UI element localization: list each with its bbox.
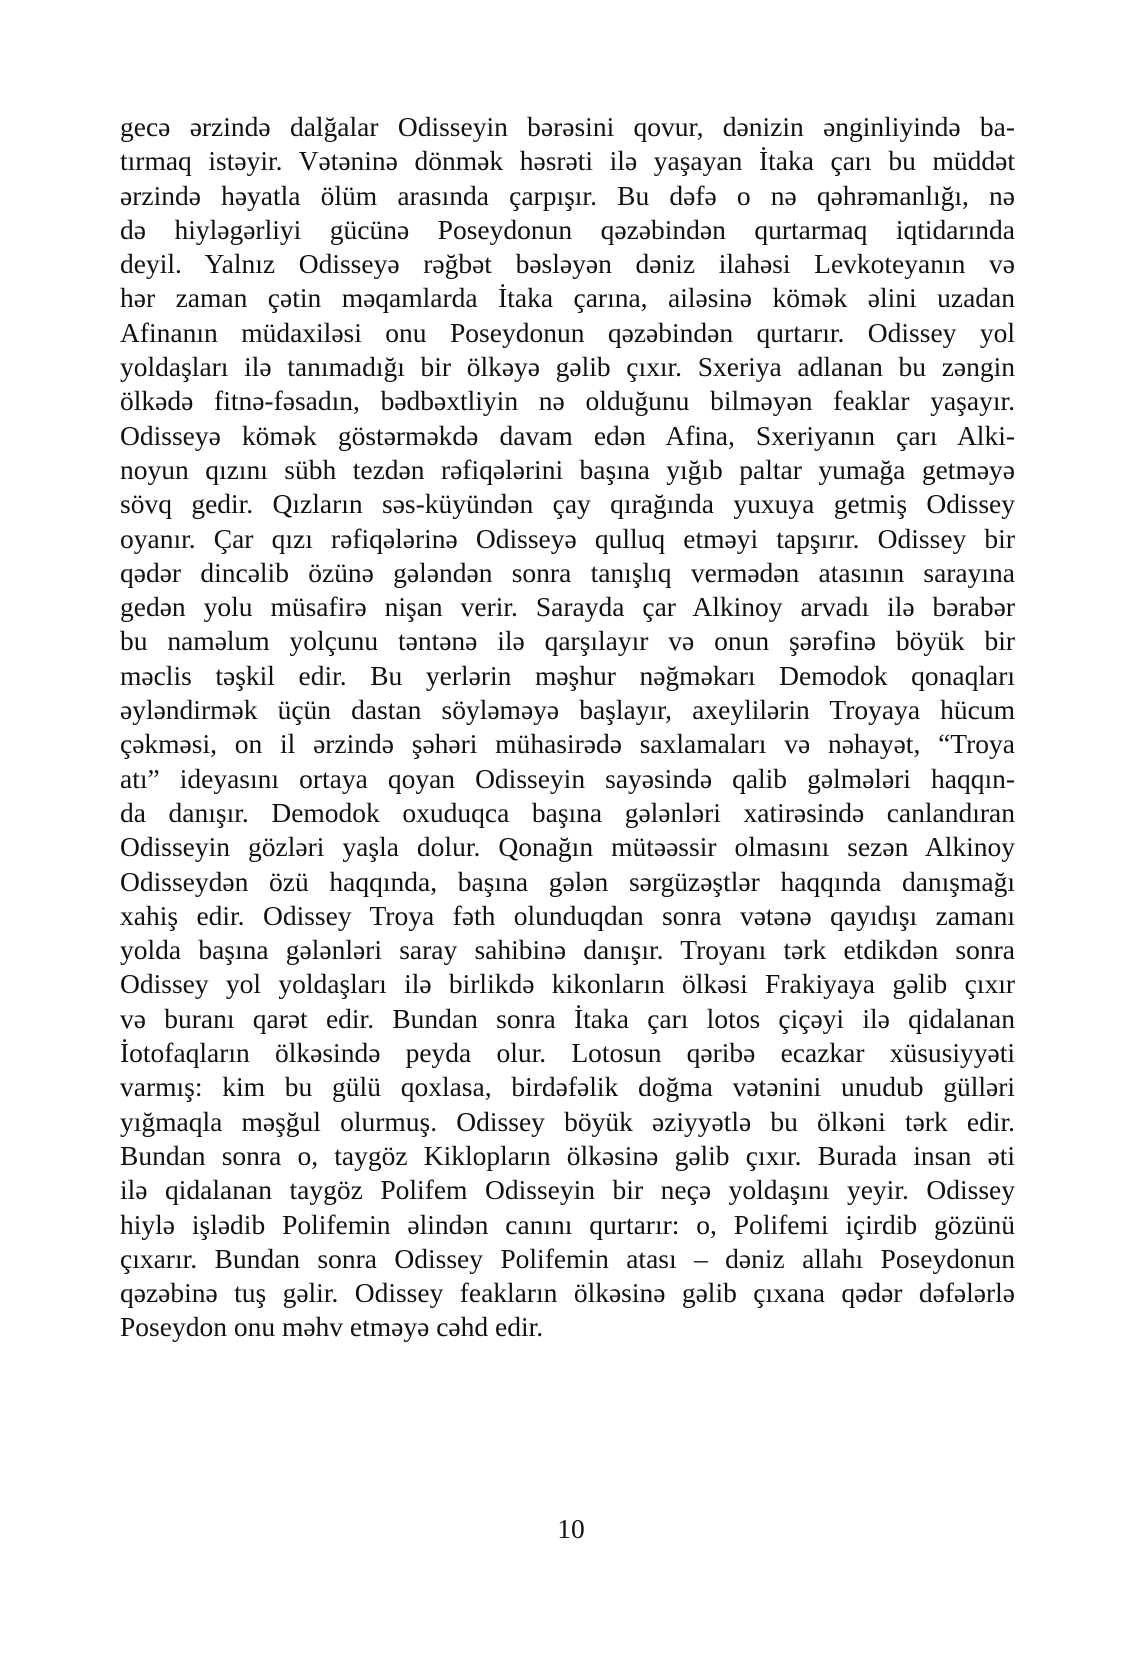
text-line: əyləndirmək üçün dastan söyləməyə başlayır, axeylilərin Troyaya hücum	[120, 694, 1015, 726]
text-line: yığmaqla məşğul olurmuş. Odissey böyük əziyyətlə bu ölkəni tərk edir.	[120, 1105, 1015, 1137]
text-line: Afinanın müdaxiləsi onu Poseydonun qəzəbindən qurtarır. Odissey yol	[120, 316, 1015, 348]
text-line: ərzində həyatla ölüm arasında çarpışır. Bu dəfə o nə qəhrəmanlığı, nə	[120, 179, 1015, 211]
text-line: qədər dincəlib özünə gələndən sonra tanışlıq vermədən atasının sarayına	[120, 556, 1015, 588]
body-text	[120, 110, 1015, 1345]
text-line: gedən yolu müsafirə nişan verir. Sarayda çar Alkinoy arvadı ilə bərabər	[120, 591, 1015, 623]
text-line: çəkməsi, on il ərzində şəhəri mühasirədə saxlamaları və nəhayət, “Troya	[120, 728, 1015, 760]
text-line: noyun qızını sübh tezdən rəfiqələrini başına yığıb paltar yumağa getməyə	[120, 453, 1015, 485]
text-line: tırmaq istəyir. Vətəninə dönmək həsrəti ilə yaşayan İtaka çarı bu müddət	[120, 145, 1015, 177]
text-line: Bundan sonra o, taygöz Kiklopların ölkəsinə gəlib çıxır. Burada insan əti	[120, 1139, 1015, 1171]
text-line: Poseydon onu məhv etməyə cəhd edir.	[120, 1311, 544, 1343]
text-line: hiylə işlədib Polifemin əlindən canını qurtarır: o, Polifemi içirdib gözünü	[120, 1208, 1015, 1240]
text-line: oyanır. Çar qızı rəfiqələrinə Odisseyə qulluq etməyi tapşırır. Odissey bir	[120, 522, 1015, 554]
text-line: da danışır. Demodok oxuduqca başına gələnləri xatirəsində canlandıran	[120, 796, 1015, 828]
text-line: də hiyləgərliyi gücünə Poseydonun qəzəbindən qurtarmaq iqtidarında	[120, 213, 1015, 245]
text-line: varmış: kim bu gülü qoxlasa, birdəfəlik doğma vətənini unudub gülləri	[120, 1071, 1015, 1103]
text-line: çıxarır. Bundan sonra Odissey Polifemin atası – dəniz allahı Poseydonun	[120, 1242, 1015, 1274]
text-line: məclis təşkil edir. Bu yerlərin məşhur nəğməkarı Demodok qonaqları	[120, 659, 1015, 691]
text-line: İotofaqların ölkəsində peyda olur. Lotosun qəribə ecazkar xüsusiyyəti	[120, 1037, 1015, 1069]
text-line: yolda başına gələnləri saray sahibinə danışır. Troyanı tərk etdikdən sonra	[120, 934, 1015, 966]
text-line: və buranı qarət edir. Bundan sonra İtaka çarı lotos çiçəyi ilə qidalanan	[120, 1002, 1015, 1034]
text-line: gecə ərzində dalğalar Odisseyin bərəsini qovur, dənizin ənginliyində ba-	[120, 111, 1015, 142]
text-line: sövq gedir. Qızların səs-küyündən çay qırağında yuxuya getmiş Odissey	[120, 488, 1015, 520]
text-line: deyil. Yalnız Odisseyə rəğbət bəsləyən dəniz ilahəsi Levkoteyanın və	[120, 248, 1015, 280]
text-line: bu naməlum yolçunu təntənə ilə qarşılayır və onun şərəfinə böyük bir	[120, 625, 1015, 657]
text-line: Odisseyə kömək göstərməkdə davam edən Afina, Sxeriyanın çarı Alki-	[120, 419, 1015, 451]
text-line: atı” ideyasını ortaya qoyan Odisseyin sayəsində qalib gəlmələri haqqın-	[120, 762, 1015, 794]
text-line: yoldaşları ilə tanımadığı bir ölkəyə gəlib çıxır. Sxeriya adlanan bu zəngin	[120, 351, 1015, 383]
text-line: hər zaman çətin məqamlarda İtaka çarına, ailəsinə kömək əlini uzadan	[120, 282, 1015, 314]
page-number: 10	[557, 1513, 585, 1544]
text-line: ölkədə fitnə-fəsadın, bədbəxtliyin nə olduğunu bilməyən feaklar yaşayır.	[120, 385, 1015, 417]
text-line: Odissey yol yoldaşları ilə birlikdə kikonların ölkəsi Frakiyaya gəlib çıxır	[120, 968, 1015, 1000]
text-line: ilə qidalanan taygöz Polifem Odisseyin bir neçə yoldaşını yeyir. Odissey	[120, 1174, 1015, 1206]
text-line: xahiş edir. Odissey Troya fəth olunduqdan sonra vətənə qayıdışı zamanı	[120, 899, 1015, 931]
text-line: Odisseydən özü haqqında, başına gələn sərgüzəştlər haqqında danışmağı	[120, 865, 1015, 897]
text-line: qəzəbinə tuş gəlir. Odissey feakların ölkəsinə gəlib çıxana qədər dəfələrlə	[120, 1277, 1015, 1309]
text-line: Odisseyin gözləri yaşla dolur. Qonağın mütəəssir olmasını sezən Alkinoy	[120, 831, 1015, 863]
